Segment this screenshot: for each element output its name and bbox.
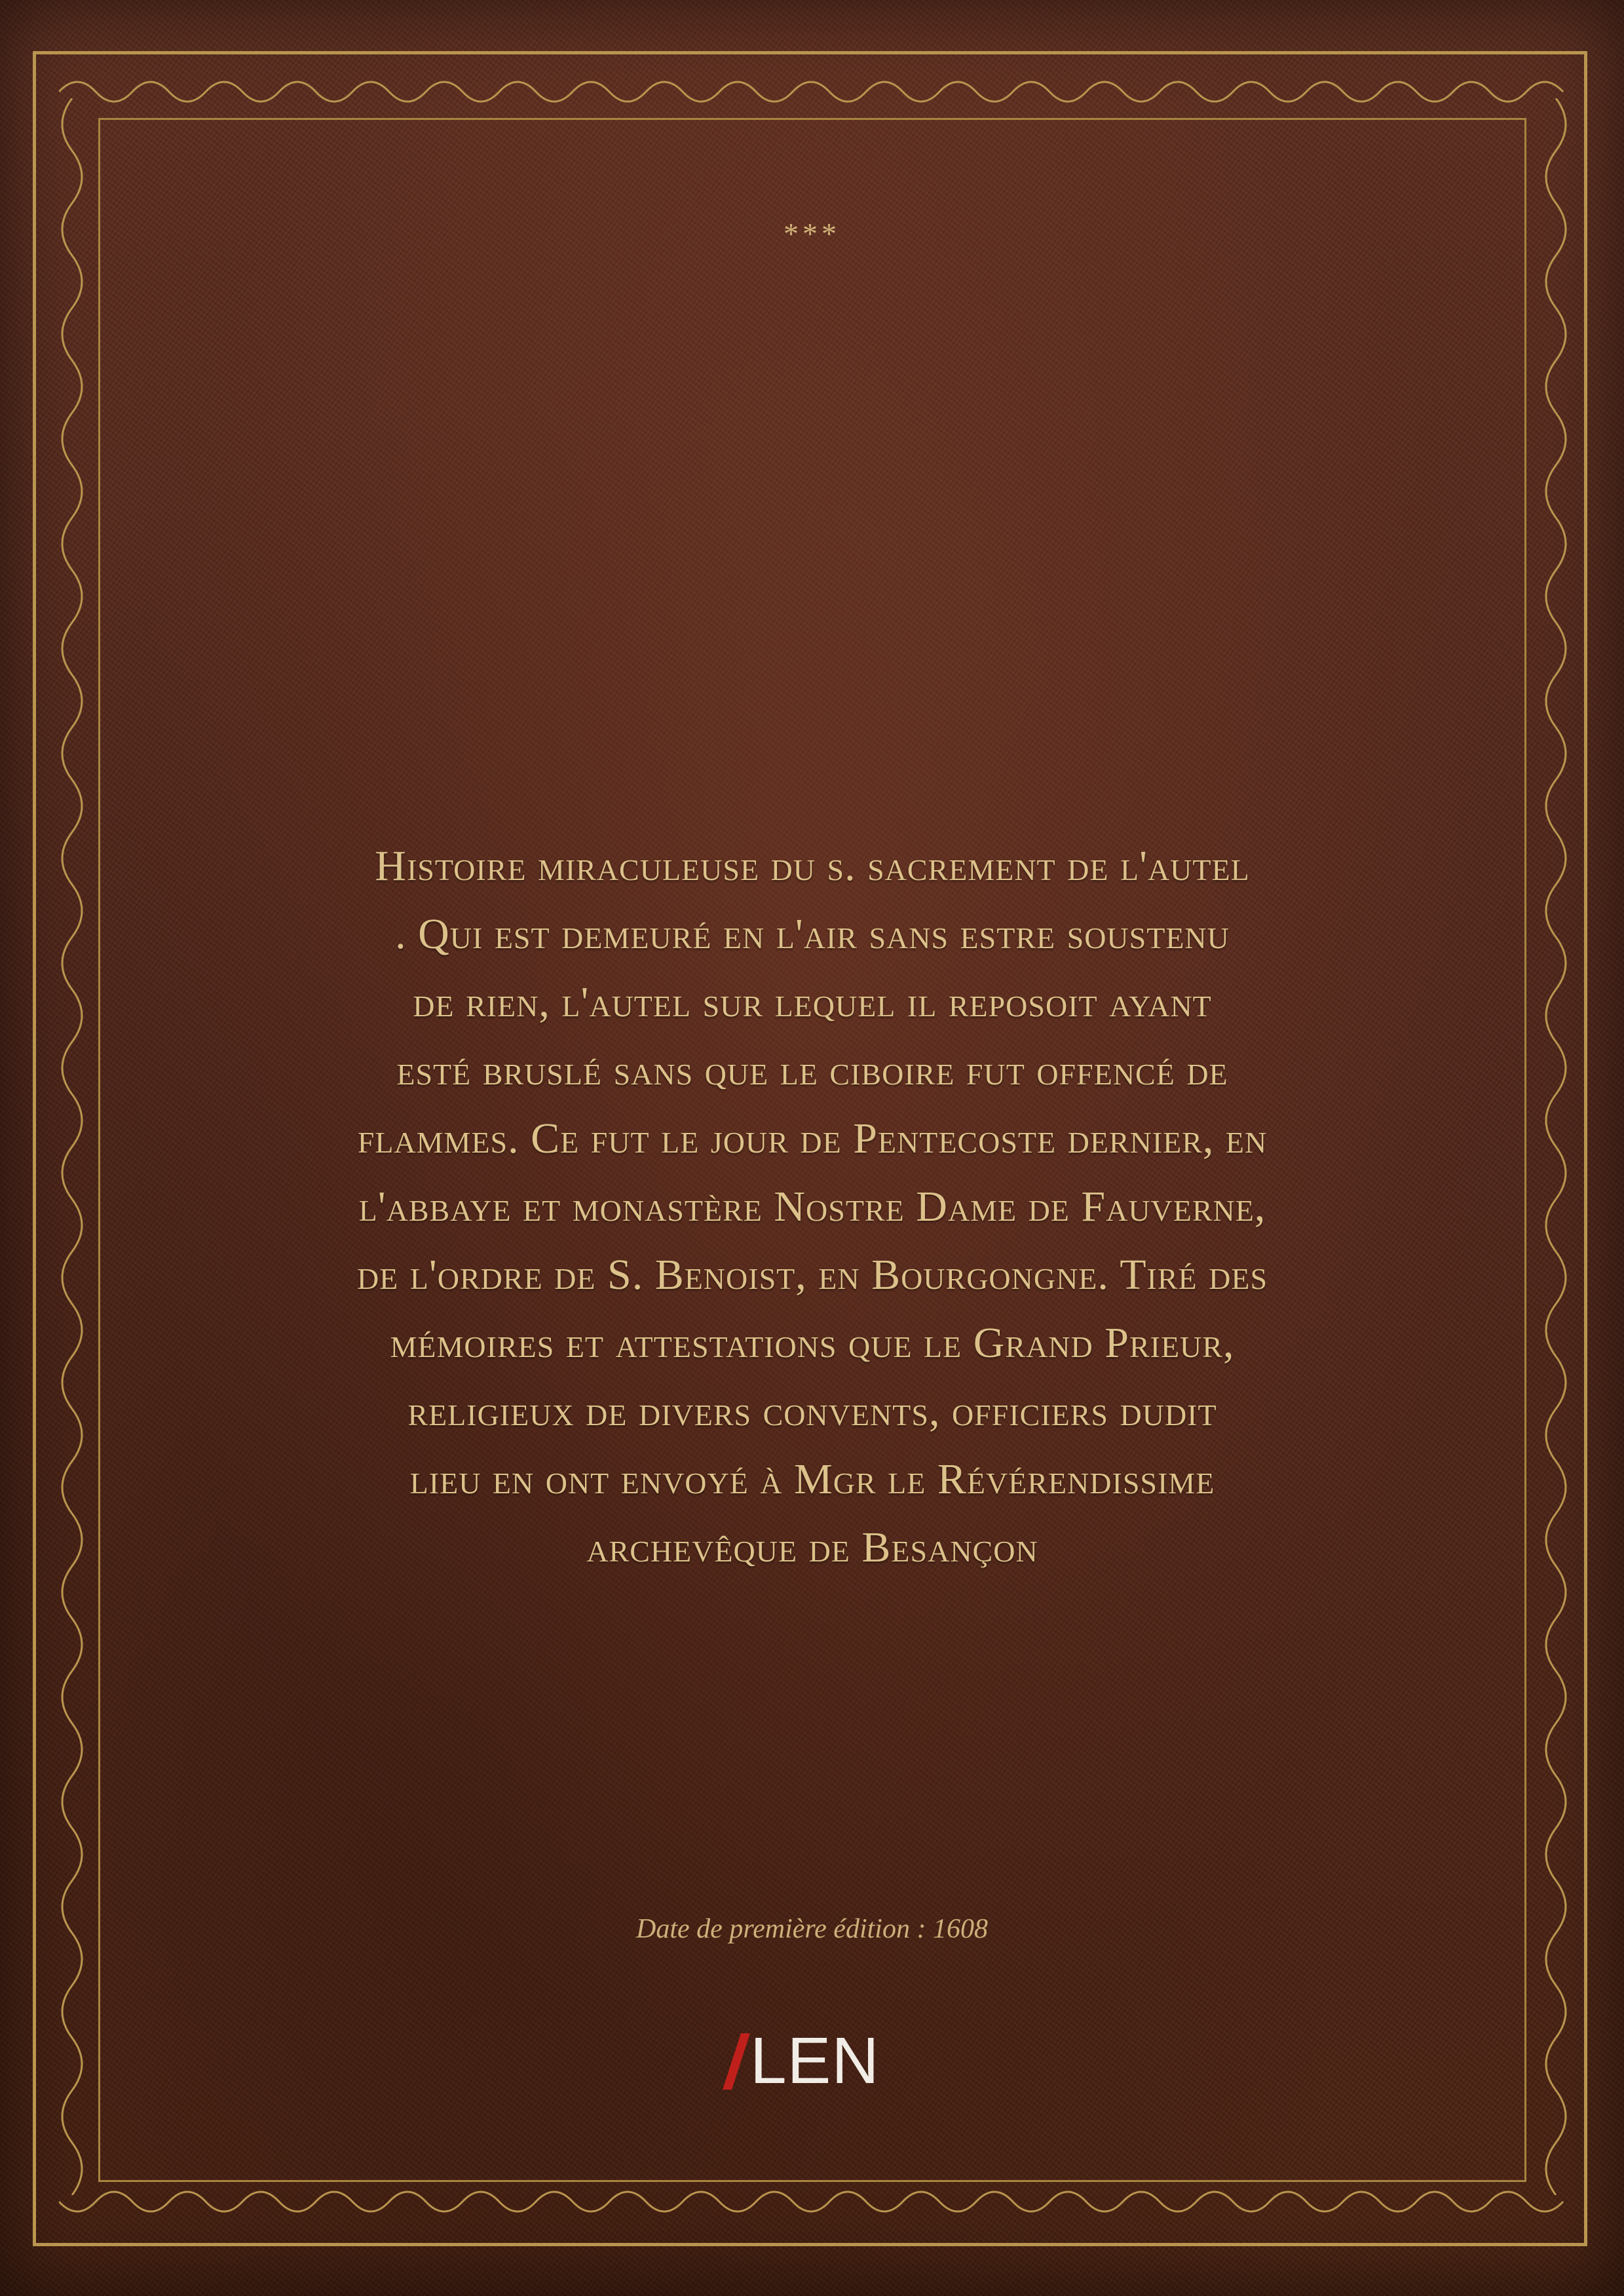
title-line: religieux de divers convents, officiers dudit bbox=[407, 1387, 1217, 1435]
top-vine-ornament bbox=[59, 72, 1566, 111]
publisher-logo bbox=[724, 2021, 920, 2100]
star-ornament: *** bbox=[784, 217, 840, 250]
logo-slash-icon bbox=[723, 2033, 750, 2090]
title-line: flammes. Ce fut le jour de Pentecoste dernier, en bbox=[357, 1115, 1268, 1162]
title-line: lieu en ont envoyé à Mgr le Révérendissime bbox=[409, 1455, 1215, 1503]
book-title bbox=[170, 832, 1454, 1582]
title-line: mémoires et attestations que le Grand Prieur, bbox=[390, 1319, 1235, 1367]
title-line: l'abbaye et monastère Nostre Dame de Fauverne, bbox=[358, 1183, 1266, 1231]
title-line: Histoire miraculeuse du s. sacrement de l'autel bbox=[375, 842, 1250, 890]
edition-date: Date de première édition : 1608 bbox=[636, 1914, 988, 1944]
title-line: de rien, l'autel sur lequel il reposoit ayant bbox=[413, 978, 1212, 1026]
title-line: . Qui est demeuré en l'air sans estre soustenu bbox=[395, 910, 1230, 958]
right-vine-ornament bbox=[1536, 98, 1576, 2195]
logo-text: LEN bbox=[750, 2024, 880, 2097]
title-line: archevêque de Besançon bbox=[586, 1523, 1038, 1571]
left-vine-ornament bbox=[52, 98, 92, 2195]
bottom-vine-ornament bbox=[59, 2182, 1566, 2221]
title-line: esté bruslé sans que le ciboire fut offencé de bbox=[396, 1046, 1228, 1094]
title-line: de l'ordre de S. Benoist, en Bourgongne. Tiré des bbox=[356, 1251, 1268, 1299]
